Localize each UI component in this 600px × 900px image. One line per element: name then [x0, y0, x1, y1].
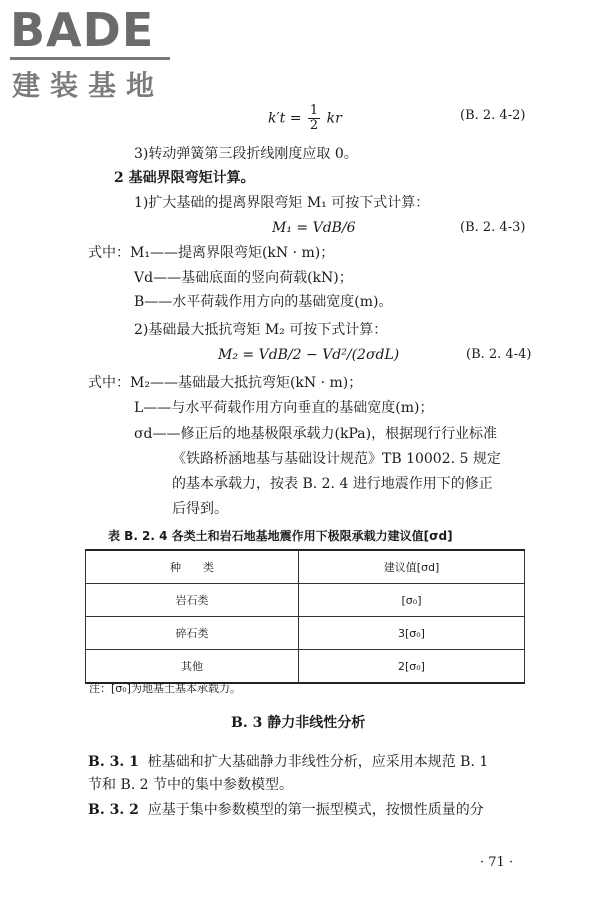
- definition-b: B——水平荷载作用方向的基础宽度(m)。: [134, 294, 393, 310]
- logo-underline: [10, 57, 170, 60]
- table-cell-value: 2[σ₀]: [299, 650, 525, 684]
- table-row: [86, 650, 525, 684]
- clause-b31-line1: [88, 752, 488, 772]
- equation-b244: M₂ = VdB/2 − Vd²/(2σdL): [218, 347, 400, 363]
- equation-rhs: kr: [326, 110, 342, 127]
- logo-brand: BADE: [10, 3, 155, 57]
- table-row: [86, 617, 525, 650]
- equation-b242: [268, 104, 342, 133]
- table-header-type: 种 类: [86, 550, 299, 584]
- definition-vd: Vd——基础底面的竖向荷载(kN)；: [134, 270, 353, 286]
- definition-l: L——与水平荷载作用方向垂直的基础宽度(m)；: [134, 400, 434, 416]
- equation-number-b242: (B. 2. 4-2): [460, 108, 526, 123]
- equation-b243: M₁ = VdB/6: [272, 220, 356, 236]
- clause-number: B. 3. 2: [88, 802, 139, 818]
- equation-lhs: k′t =: [268, 110, 302, 127]
- section-title: B. 3 静力非线性分析: [231, 715, 366, 731]
- table-header-row: [86, 550, 525, 584]
- item-2-heading: 2 基础界限弯矩计算。: [114, 170, 255, 186]
- fraction-denominator: 2: [309, 118, 319, 133]
- table-cell-type: 其他: [86, 650, 299, 684]
- definition-sigma-d-cont-2: 的基本承载力，按表 B. 2. 4 进行地震作用下的修正: [172, 476, 493, 492]
- table-cell-type: 碎石类: [86, 617, 299, 650]
- table-row: [86, 584, 525, 617]
- definition-m2: 式中：M₂——基础最大抵抗弯矩(kN · m)；: [88, 375, 363, 391]
- equation-number-b244: (B. 2. 4-4): [466, 347, 532, 362]
- logo-subtitle: 建装基地: [12, 69, 165, 102]
- clause-b31-line2: 节和 B. 2 节中的集中参数模型。: [88, 777, 293, 793]
- page-number: · 71 ·: [480, 855, 514, 870]
- clause-text: 桩基础和扩大基础静力非线性分析，应采用本规范 B. 1: [147, 754, 489, 770]
- sub-item-1: 1)扩大基础的提离界限弯矩 M₁ 可按下式计算：: [134, 195, 430, 211]
- definition-sigma-d: σd——修正后的地基极限承载力(kPa)，根据现行行业标准: [134, 426, 498, 442]
- table-cell-value: [σ₀]: [299, 584, 525, 617]
- definition-m1: 式中：M₁——提离界限弯矩(kN · m)；: [88, 245, 335, 261]
- clause-b32-line1: [88, 800, 484, 820]
- table-caption: 表 B. 2. 4 各类土和岩石地基地震作用下极限承载力建议值[σd]: [108, 529, 453, 543]
- sub-item-2: 2)基础最大抵抗弯矩 M₂ 可按下式计算：: [134, 322, 388, 338]
- definition-sigma-d-cont-3: 后得到。: [172, 501, 228, 517]
- fraction-numerator: 1: [309, 103, 319, 118]
- table-cell-value: 3[σ₀]: [299, 617, 525, 650]
- definition-sigma-d-cont-1: 《铁路桥涵地基与基础设计规范》TB 10002. 5 规定: [172, 451, 501, 467]
- table-header-value: 建议值[σd]: [299, 550, 525, 584]
- item-3: 3)转动弹簧第三段折线刚度应取 0。: [134, 146, 358, 162]
- clause-text: 应基于集中参数模型的第一振型模式，按惯性质量的分: [147, 802, 484, 818]
- fraction: [308, 104, 320, 133]
- bearing-capacity-table: [85, 549, 525, 684]
- clause-number: B. 3. 1: [88, 754, 139, 770]
- table-cell-type: 岩石类: [86, 584, 299, 617]
- table-note: 注：[σ₀]为地基土基本承载力。: [89, 682, 241, 695]
- equation-number-b243: (B. 2. 4-3): [460, 220, 526, 235]
